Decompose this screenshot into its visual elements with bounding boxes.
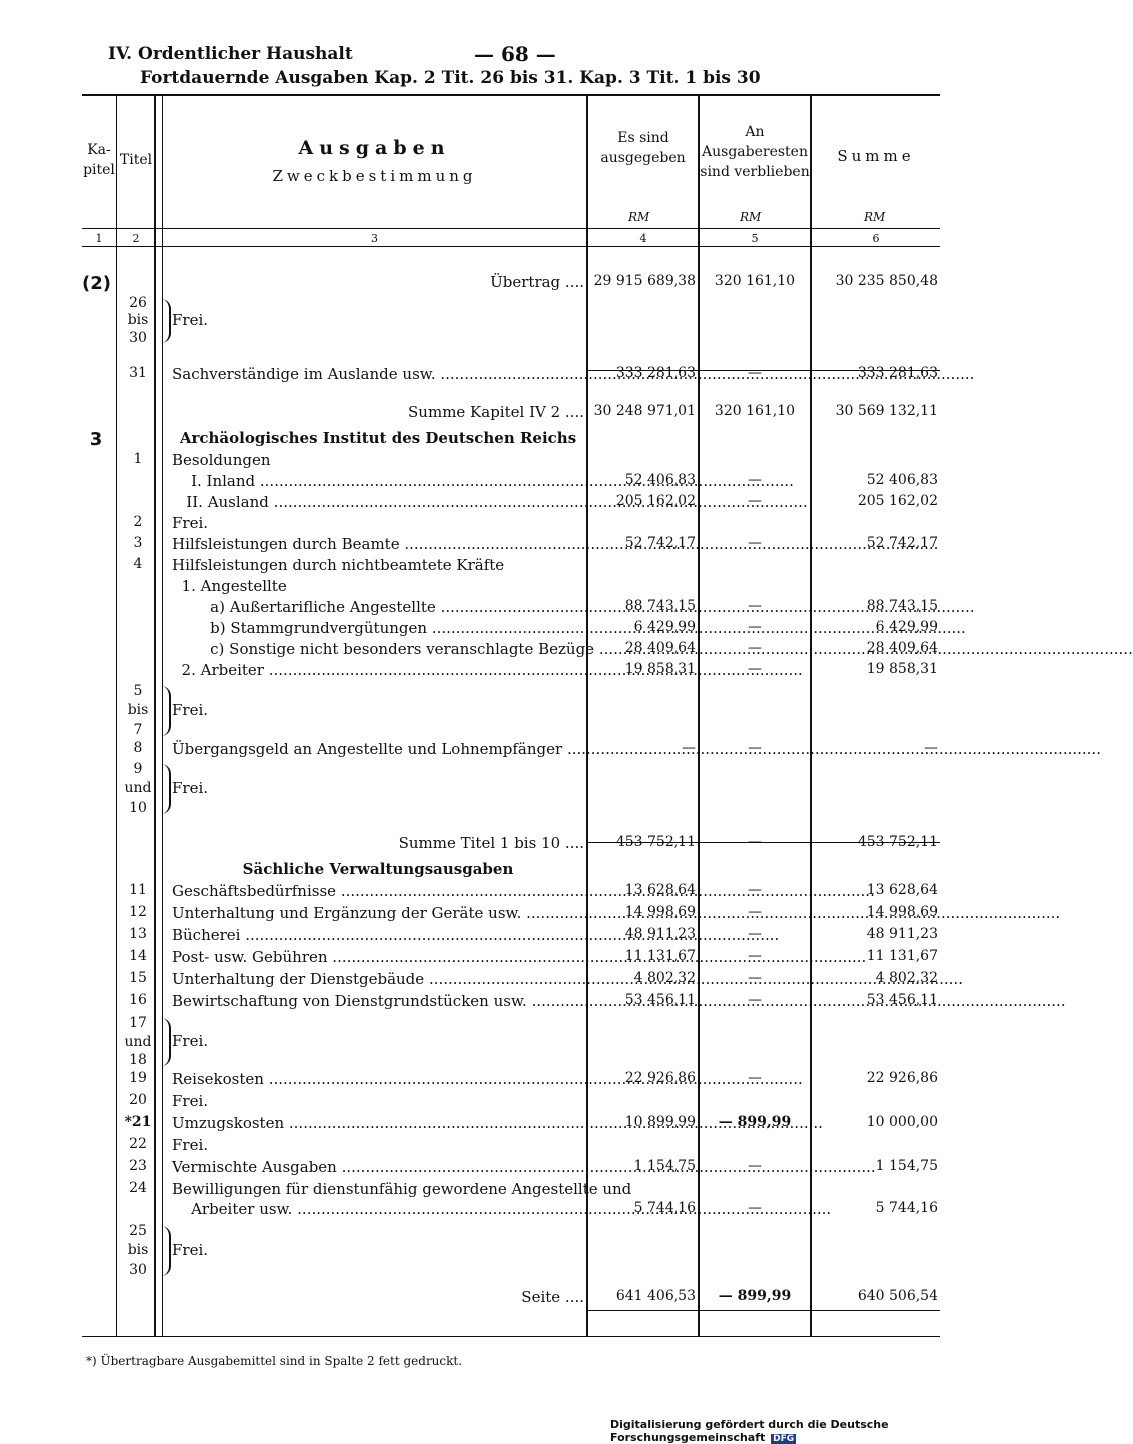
row-description <box>172 556 584 574</box>
value-ausgabereste: — 899,99 <box>718 1288 792 1304</box>
column-zweckbestimmung: Zweckbestimmung <box>272 167 477 185</box>
table-row <box>0 882 1000 904</box>
value-summe: 1 154,75 <box>875 1158 938 1174</box>
value-ausgabereste: — <box>748 640 762 656</box>
titel-number: 20 <box>129 1092 147 1108</box>
row-description-text: Frei. <box>172 1241 209 1259</box>
value-summe: 13 628,64 <box>866 882 938 898</box>
value-ausgabereste: — <box>748 948 762 964</box>
value-ausgabereste: — <box>748 992 762 1008</box>
value-summe: 6 429,99 <box>875 619 938 635</box>
titel-number: 8 <box>133 740 143 756</box>
row-description-text: 2. Arbeiter <box>172 661 264 679</box>
titel-number: 4 <box>133 556 143 572</box>
value-summe: 333 281,63 <box>857 365 938 381</box>
row-description <box>172 904 584 922</box>
row-description <box>172 926 584 944</box>
column-ausgegeben: Es sind ausgegeben <box>600 130 686 166</box>
titel-number: 16 <box>129 992 147 1008</box>
value-ausgabereste: — <box>748 1200 762 1216</box>
row-description-text: Übertrag .... <box>490 273 584 291</box>
dfg-credit-text: Digitalisierung gefördert durch die Deutsche Forschungsgemeinschaft <box>610 1418 889 1444</box>
row-description-text: Unterhaltung und Ergänzung der Geräte usw. <box>172 904 522 922</box>
value-ausgabereste: — <box>748 365 762 381</box>
table-row <box>0 1280 1000 1310</box>
row-description <box>172 365 584 383</box>
value-ausgegeben: 641 406,53 <box>615 1288 696 1304</box>
value-ausgegeben: 88 743,15 <box>624 598 696 614</box>
value-ausgabereste: — <box>748 1158 762 1174</box>
column-number-4: 4 <box>639 232 647 245</box>
row-description <box>172 701 584 719</box>
table-row <box>0 619 1000 640</box>
row-description <box>172 451 584 469</box>
row-description-text: c) Sonstige nicht besonders veranschlagte Bezüge <box>172 640 595 658</box>
row-description-text: Hilfsleistungen durch nichtbeamtete Kräfte <box>172 556 505 574</box>
value-ausgegeben: 52 406,83 <box>624 472 696 488</box>
value-ausgabereste: — <box>748 834 762 850</box>
row-description-text: Bewirtschaftung von Dienstgrundstücken usw. <box>172 992 527 1010</box>
row-description-text: Bücherei <box>172 926 241 944</box>
value-ausgegeben: 13 628,64 <box>624 882 696 898</box>
column-number-5: 5 <box>751 232 759 245</box>
page-number: — 68 — <box>474 42 556 66</box>
column-summe: Summe <box>837 147 915 165</box>
footnote: *) Übertragbare Ausgabemittel sind in Spalte 2 fett gedruckt. <box>86 1354 463 1368</box>
value-ausgabereste: — <box>748 740 762 756</box>
row-description-text: Seite .... <box>521 1288 584 1306</box>
table-row <box>0 451 1000 472</box>
value-ausgegeben: 48 911,23 <box>624 926 696 942</box>
titel-number: 17 und 18 <box>124 1015 152 1069</box>
row-description <box>172 577 584 595</box>
value-ausgegeben: 53 456,11 <box>624 992 696 1008</box>
value-ausgegeben: 29 915 689,38 <box>593 273 696 289</box>
row-description-text: Summe Kapitel IV 2 .... <box>408 403 584 421</box>
row-description-text: Arbeiter usw. <box>172 1200 293 1218</box>
value-ausgabereste: — <box>748 970 762 986</box>
table-row <box>0 948 1000 970</box>
row-description <box>172 493 584 511</box>
titel-number: 26 bis 30 <box>127 295 149 346</box>
value-ausgegeben: 22 926,86 <box>624 1070 696 1086</box>
value-ausgegeben: 333 281,63 <box>615 365 696 381</box>
row-description <box>172 1070 584 1088</box>
value-ausgegeben: 11 131,67 <box>624 948 696 964</box>
table-row <box>0 577 1000 598</box>
value-summe: — <box>924 740 938 756</box>
row-description <box>172 948 584 966</box>
table-row <box>0 472 1000 493</box>
row-description <box>172 1180 632 1198</box>
row-description-text: Reisekosten <box>172 1070 264 1088</box>
value-ausgabereste: 320 161,10 <box>714 273 796 289</box>
table-row <box>0 295 1000 347</box>
row-description <box>172 661 584 679</box>
table-row <box>0 992 1000 1014</box>
row-description-text: Archäologisches Institut des Deutschen Reichs <box>179 429 577 447</box>
table-row <box>0 818 1000 856</box>
value-summe: 22 926,86 <box>866 1070 938 1086</box>
titel-number: 14 <box>129 948 147 964</box>
table-row <box>0 970 1000 992</box>
row-description-text: Frei. <box>172 514 209 532</box>
titel-number: 2 <box>133 514 143 530</box>
row-description <box>172 598 584 616</box>
table-row <box>0 1136 1000 1158</box>
value-ausgabereste: — <box>748 882 762 898</box>
row-description <box>172 834 584 852</box>
table-row <box>0 598 1000 619</box>
row-description-text: II. Ausland <box>172 493 269 511</box>
table-row <box>0 1180 1000 1200</box>
row-description-text: Vermischte Ausgaben <box>172 1158 337 1176</box>
table-row <box>0 425 1000 451</box>
value-ausgabereste: — 899,99 <box>718 1114 792 1130</box>
table-row <box>0 1092 1000 1114</box>
titel-number: 9 und 10 <box>124 761 152 816</box>
row-description <box>172 403 584 421</box>
header-subtitle: Fortdauernde Ausgaben Kap. 2 Tit. 26 bis 31. Kap. 3 Tit. 1 bis 30 <box>140 68 761 88</box>
value-ausgegeben: 52 742,17 <box>624 535 696 551</box>
dfg-logo: DFG <box>773 1434 795 1444</box>
brace <box>159 1018 171 1066</box>
row-description <box>172 514 584 532</box>
row-description <box>172 311 584 329</box>
table-row <box>0 493 1000 514</box>
value-ausgegeben: 6 429,99 <box>633 619 696 635</box>
row-description <box>172 1114 584 1132</box>
row-description-text: Frei. <box>172 1136 209 1154</box>
row-description <box>172 970 584 988</box>
row-description <box>172 1241 584 1259</box>
table-row <box>0 514 1000 535</box>
dfg-credit <box>610 1418 1000 1444</box>
table-row <box>0 856 1000 882</box>
value-summe: 30 235 850,48 <box>835 273 938 289</box>
table-row <box>0 682 1000 740</box>
titel-number: 31 <box>129 365 147 381</box>
value-ausgabereste: — <box>748 472 762 488</box>
row-description-text: 1. Angestellte <box>172 577 287 595</box>
titel-number: 11 <box>129 882 147 898</box>
value-summe: 4 802,32 <box>875 970 938 986</box>
row-description <box>172 779 584 797</box>
value-summe: 11 131,67 <box>866 948 938 964</box>
table-row <box>0 760 1000 818</box>
table-row <box>0 1200 1000 1222</box>
column-ausgaben: Ausgaben <box>298 137 451 159</box>
table-row <box>0 1014 1000 1070</box>
row-description-text: Frei. <box>172 1032 209 1050</box>
value-ausgabereste: — <box>748 598 762 614</box>
brace <box>159 299 171 343</box>
value-ausgabereste: — <box>748 619 762 635</box>
value-summe: 14 998,69 <box>866 904 938 920</box>
titel-number: 13 <box>129 926 147 942</box>
titel-number: 24 <box>129 1180 147 1196</box>
value-summe: 88 743,15 <box>866 598 938 614</box>
value-summe: 205 162,02 <box>857 493 938 509</box>
titel-number: 1 <box>133 451 143 467</box>
table-row <box>0 904 1000 926</box>
table-row <box>0 1158 1000 1180</box>
column-number-6: 6 <box>872 232 880 245</box>
value-ausgabereste: — <box>748 493 762 509</box>
value-summe: 52 406,83 <box>866 472 938 488</box>
row-description-text: Frei. <box>172 1092 209 1110</box>
unit-label-5: RM <box>740 210 762 224</box>
row-description-text: b) Stammgrundvergütungen <box>172 619 428 637</box>
table-row <box>0 535 1000 556</box>
row-description-text: Frei. <box>172 779 209 797</box>
titel-number: 15 <box>129 970 147 986</box>
row-description-text: Frei. <box>172 311 209 329</box>
table-row <box>0 556 1000 577</box>
value-ausgabereste: — <box>748 535 762 551</box>
column-titel: Titel <box>119 152 153 168</box>
table-row <box>0 640 1000 661</box>
row-description <box>172 1288 584 1306</box>
column-number-3: 3 <box>371 232 378 245</box>
titel-number: 19 <box>129 1070 147 1086</box>
row-description-text: Besoldungen <box>172 451 271 469</box>
row-description <box>172 273 584 291</box>
value-ausgegeben: 205 162,02 <box>615 493 696 509</box>
table-row <box>0 740 1000 760</box>
value-ausgegeben: 5 744,16 <box>633 1200 696 1216</box>
value-ausgegeben: 30 248 971,01 <box>593 403 696 419</box>
value-ausgegeben: 19 858,31 <box>624 661 696 677</box>
value-summe: 5 744,16 <box>875 1200 938 1216</box>
value-ausgegeben: 10 899,99 <box>624 1114 696 1130</box>
budget-table-body <box>0 265 1000 1310</box>
value-summe: 53 456,11 <box>866 992 938 1008</box>
row-description-text: Bewilligungen für dienstunfähig gewordene Angestellte und <box>172 1180 632 1198</box>
row-description-text: Hilfsleistungen durch Beamte <box>172 535 400 553</box>
row-description-text: Sächliche Verwaltungsausgaben <box>242 860 514 878</box>
value-summe: 28 409,64 <box>866 640 938 656</box>
value-ausgabereste: 320 161,10 <box>714 403 796 419</box>
table-row <box>0 1070 1000 1092</box>
value-ausgegeben: 14 998,69 <box>624 904 696 920</box>
row-description <box>172 1092 584 1110</box>
titel-number: 3 <box>133 535 143 551</box>
titel-number: 22 <box>129 1136 147 1152</box>
row-description <box>172 1200 584 1218</box>
row-description <box>172 1032 584 1050</box>
table-row <box>0 387 1000 425</box>
value-summe: 10 000,00 <box>866 1114 938 1130</box>
row-description-text: a) Außertarifliche Angestellte <box>172 598 436 616</box>
value-ausgabereste: — <box>748 661 762 677</box>
value-summe: 19 858,31 <box>866 661 938 677</box>
row-description-text: I. Inland <box>172 472 256 490</box>
column-number-2: 2 <box>132 232 140 245</box>
table-row <box>0 926 1000 948</box>
row-description <box>172 740 584 758</box>
row-description-text: Unterhaltung der Dienstgebäude <box>172 970 425 988</box>
brace <box>159 686 171 736</box>
column-kapitel: Ka- pitel <box>83 142 115 178</box>
titel-number: 25 bis 30 <box>127 1223 149 1278</box>
row-description <box>172 640 595 658</box>
brace <box>159 764 171 814</box>
row-description <box>172 1158 584 1176</box>
unit-label-6: RM <box>864 210 886 224</box>
row-description-text: Summe Titel 1 bis 10 .... <box>398 834 584 852</box>
value-ausgegeben: 1 154,75 <box>633 1158 696 1174</box>
value-ausgegeben: 453 752,11 <box>615 834 696 850</box>
row-description-text: Post- usw. Gebühren <box>172 948 328 966</box>
table-row <box>0 1222 1000 1280</box>
row-description-text: Umzugskosten <box>172 1114 285 1132</box>
titel-number: 12 <box>129 904 147 920</box>
value-ausgegeben: — <box>682 740 696 756</box>
value-summe: 48 911,23 <box>866 926 938 942</box>
row-description <box>172 992 584 1010</box>
value-ausgegeben: 28 409,64 <box>624 640 696 656</box>
value-ausgabereste: — <box>748 904 762 920</box>
column-number-1: 1 <box>95 232 103 245</box>
unit-label-4: RM <box>628 210 650 224</box>
row-description-text: Geschäftsbedürfnisse <box>172 882 337 900</box>
value-ausgabereste: — <box>748 926 762 942</box>
table-row <box>0 265 1000 295</box>
row-description <box>172 429 584 447</box>
table-row <box>0 1114 1000 1136</box>
value-ausgabereste: — <box>748 1070 762 1086</box>
value-summe: 30 569 132,11 <box>835 403 938 419</box>
value-ausgegeben: 4 802,32 <box>633 970 696 986</box>
row-description <box>172 472 584 490</box>
row-description-text: Übergangsgeld an Angestellte und Lohnempfänger <box>172 740 563 758</box>
value-summe: 453 752,11 <box>857 834 938 850</box>
titel-number: 5 bis 7 <box>127 683 149 738</box>
value-summe: 640 506,54 <box>857 1288 938 1304</box>
row-description-text: Frei. <box>172 701 209 719</box>
titel-number: 23 <box>129 1158 147 1174</box>
row-description-text: Sachverständige im Auslande usw. <box>172 365 436 383</box>
brace <box>159 1226 171 1276</box>
titel-number: *21 <box>124 1114 152 1130</box>
column-ausgabereste: An Ausgaberesten sind verblieben <box>700 124 810 180</box>
header-title: IV. Ordentlicher Haushalt <box>108 44 353 64</box>
kapitel-number: 3 <box>89 429 103 450</box>
table-row <box>0 347 1000 387</box>
row-description <box>172 535 584 553</box>
row-description <box>172 619 584 637</box>
row-description <box>172 860 584 878</box>
kapitel-number: (2) <box>82 273 111 294</box>
value-summe: 52 742,17 <box>866 535 938 551</box>
row-description <box>172 882 584 900</box>
row-description <box>172 1136 584 1154</box>
table-row <box>0 661 1000 682</box>
